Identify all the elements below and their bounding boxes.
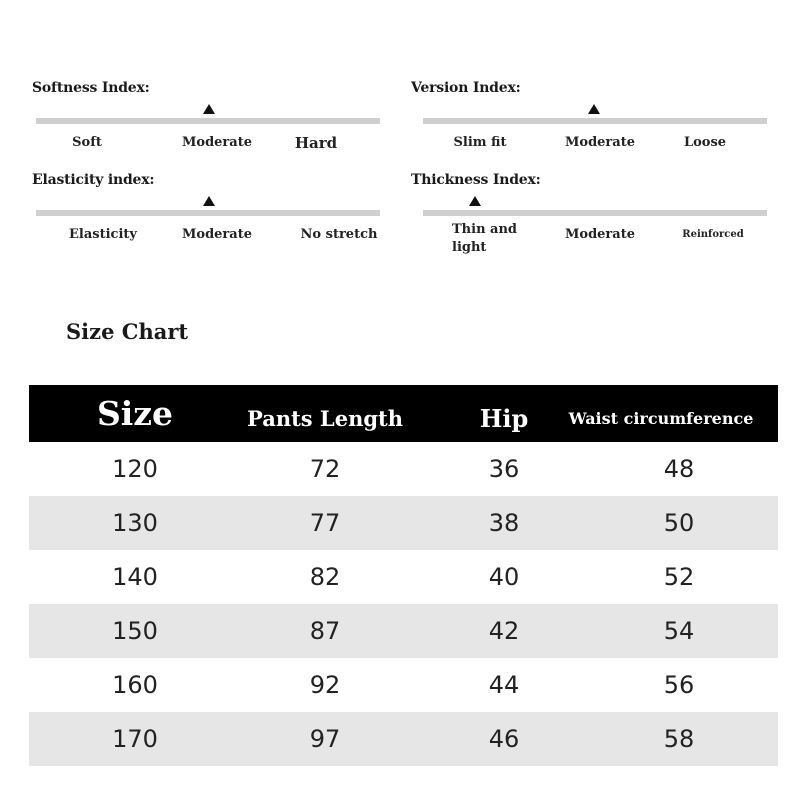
table-row	[29, 442, 778, 496]
cell-size: 150	[112, 617, 158, 645]
cell-waist: 58	[663, 725, 695, 753]
elasticity-option-no-stretch: No stretch	[300, 227, 378, 242]
cell-pants-length: 97	[309, 725, 341, 753]
cell-waist: 54	[663, 617, 695, 645]
table-header	[29, 385, 778, 442]
cell-hip: 38	[488, 509, 520, 537]
cell-pants-length: 72	[309, 455, 341, 483]
thickness-option-thin-and-light: Thin and light	[452, 222, 518, 255]
cell-hip: 42	[488, 617, 520, 645]
thickness-index-title: Thickness Index:	[411, 172, 541, 188]
header-waist-circumference: Waist circumference	[568, 409, 754, 428]
softness-index-bar	[36, 118, 380, 124]
elasticity-option-moderate: Moderate	[182, 227, 252, 242]
cell-hip: 36	[488, 455, 520, 483]
thickness-marker-icon	[469, 196, 481, 206]
size-chart-table	[29, 385, 778, 766]
cell-pants-length: 87	[309, 617, 341, 645]
softness-option-moderate: Moderate	[182, 135, 252, 150]
softness-index	[32, 80, 392, 180]
elasticity-index-title: Elasticity index:	[32, 172, 155, 188]
thickness-option-moderate: Moderate	[565, 227, 635, 242]
version-option-loose: Loose	[683, 135, 727, 150]
version-index	[411, 80, 771, 180]
cell-pants-length: 77	[309, 509, 341, 537]
thickness-option-reinforced: Reinforced	[682, 229, 744, 240]
elasticity-index-bar	[36, 210, 380, 216]
version-marker-icon	[588, 104, 600, 114]
cell-waist: 48	[663, 455, 695, 483]
cell-size: 140	[112, 563, 158, 591]
size-chart-title: Size Chart	[66, 319, 189, 344]
table-row	[29, 550, 778, 604]
version-option-moderate: Moderate	[565, 135, 635, 150]
header-pants-length: Pants Length	[247, 406, 403, 431]
thickness-index	[411, 172, 771, 272]
cell-waist: 56	[663, 671, 695, 699]
version-option-slim-fit: Slim fit	[453, 135, 507, 150]
cell-waist: 52	[663, 563, 695, 591]
cell-hip: 44	[488, 671, 520, 699]
softness-marker-icon	[203, 104, 215, 114]
cell-hip: 46	[488, 725, 520, 753]
softness-option-soft: Soft	[72, 135, 102, 150]
thickness-index-bar	[423, 210, 767, 216]
version-index-bar	[423, 118, 767, 124]
cell-size: 130	[112, 509, 158, 537]
elasticity-marker-icon	[203, 196, 215, 206]
cell-pants-length: 92	[309, 671, 341, 699]
version-index-title: Version Index:	[411, 80, 521, 96]
table-row	[29, 658, 778, 712]
cell-waist: 50	[663, 509, 695, 537]
cell-size: 170	[112, 725, 158, 753]
header-size: Size	[96, 394, 174, 433]
cell-size: 160	[112, 671, 158, 699]
table-row	[29, 496, 778, 550]
softness-index-title: Softness Index:	[32, 80, 150, 96]
header-hip: Hip	[479, 404, 529, 433]
elasticity-index	[32, 172, 392, 272]
table-row	[29, 604, 778, 658]
cell-hip: 40	[488, 563, 520, 591]
table-row	[29, 712, 778, 766]
table-body	[29, 442, 778, 766]
cell-size: 120	[112, 455, 158, 483]
cell-pants-length: 82	[309, 563, 341, 591]
softness-option-hard: Hard	[294, 134, 338, 152]
elasticity-option-elasticity: Elasticity	[69, 227, 137, 242]
